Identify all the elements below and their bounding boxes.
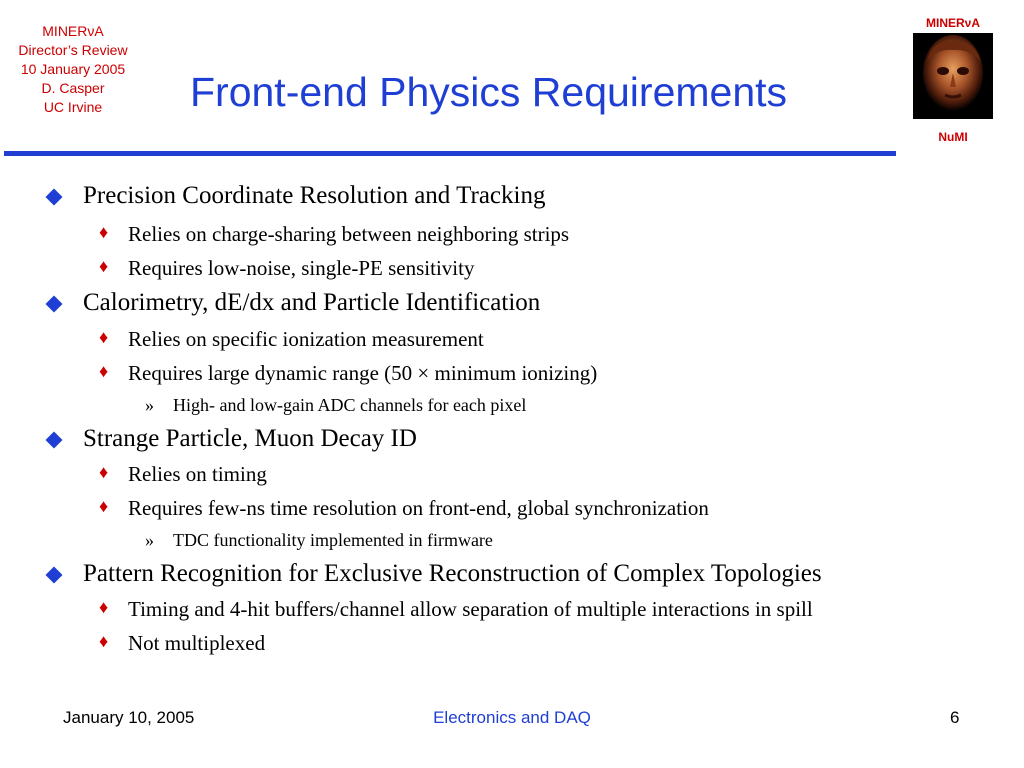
bullet-level3 (145, 395, 527, 416)
title-divider (4, 151, 896, 156)
red-diamond-bullet-icon: ♦ (99, 496, 109, 516)
bullet-text: TDC functionality implemented in firmware (173, 530, 493, 550)
double-chevron-bullet-icon: » (145, 530, 154, 550)
double-chevron-bullet-icon: » (145, 395, 154, 415)
bullet-text: High- and low-gain ADC channels for each pixel (173, 395, 527, 415)
red-diamond-bullet-icon: ♦ (99, 327, 109, 347)
bullet-text: Precision Coordinate Resolution and Tracking (83, 182, 546, 209)
corner-line: MINERνA (42, 23, 104, 39)
red-diamond-bullet-icon: ♦ (99, 631, 109, 651)
bullet-level1 (83, 425, 417, 453)
bullet-level3 (145, 530, 493, 551)
corner-line: Director’s Review (18, 42, 128, 58)
bullet-text: Requires large dynamic range (50 × minimum ionizing) (128, 361, 598, 385)
blue-diamond-bullet-icon (46, 296, 63, 313)
bullet-text: Strange Particle, Muon Decay ID (83, 425, 417, 452)
bullet-level2 (99, 597, 813, 622)
bullet-level1 (83, 182, 545, 210)
bullet-level2 (99, 361, 598, 386)
corner-info (0, 22, 146, 117)
bullet-text: Requires few-ns time resolution on front-end, global synchronization (128, 496, 709, 520)
corner-line: 10 January 2005 (20, 61, 126, 77)
bullet-text: Timing and 4-hit buffers/channel allow separation of multiple interactions in spill (128, 597, 813, 621)
red-diamond-bullet-icon: ♦ (99, 361, 109, 381)
bullet-text: Not multiplexed (128, 631, 266, 655)
red-diamond-bullet-icon: ♦ (99, 222, 109, 242)
red-diamond-bullet-icon: ♦ (99, 256, 109, 276)
bullet-text: Relies on specific ionization measurement (128, 327, 484, 351)
bullet-text: Requires low-noise, single-PE sensitivity (128, 256, 475, 280)
blue-diamond-bullet-icon (46, 432, 63, 449)
bullet-text: Pattern Recognition for Exclusive Reconstruction of Complex Topologies (83, 560, 822, 587)
red-diamond-bullet-icon: ♦ (99, 462, 109, 482)
blue-diamond-bullet-icon (46, 567, 63, 584)
bullet-level2 (99, 631, 266, 656)
corner-line: UC Irvine (43, 99, 103, 115)
blue-diamond-bullet-icon (46, 189, 63, 206)
logo-top-label: MINERνA (925, 16, 980, 30)
bullet-text: Relies on charge-sharing between neighboring strips (128, 222, 570, 246)
bullet-level1 (83, 560, 822, 588)
bullet-level2 (99, 462, 267, 487)
bullet-level1 (83, 289, 540, 317)
bullet-level2 (99, 222, 570, 247)
bullet-level2 (99, 256, 475, 281)
corner-line: D. Casper (41, 80, 105, 96)
bullet-text: Calorimetry, dE/dx and Particle Identification (83, 289, 541, 316)
minerva-logo-image (913, 33, 993, 119)
slide-title: Front-end Physics Requirements (190, 69, 788, 115)
bullet-text: Relies on timing (128, 462, 267, 486)
bullet-level2 (99, 327, 484, 352)
footer-date: January 10, 2005 (63, 708, 195, 727)
page-number: 6 (950, 708, 960, 727)
face-mask-icon (913, 33, 993, 119)
bullet-level2 (99, 496, 709, 521)
red-diamond-bullet-icon: ♦ (99, 597, 109, 617)
footer-title: Electronics and DAQ (433, 708, 591, 727)
logo-bottom-label: NuMI (938, 130, 968, 144)
